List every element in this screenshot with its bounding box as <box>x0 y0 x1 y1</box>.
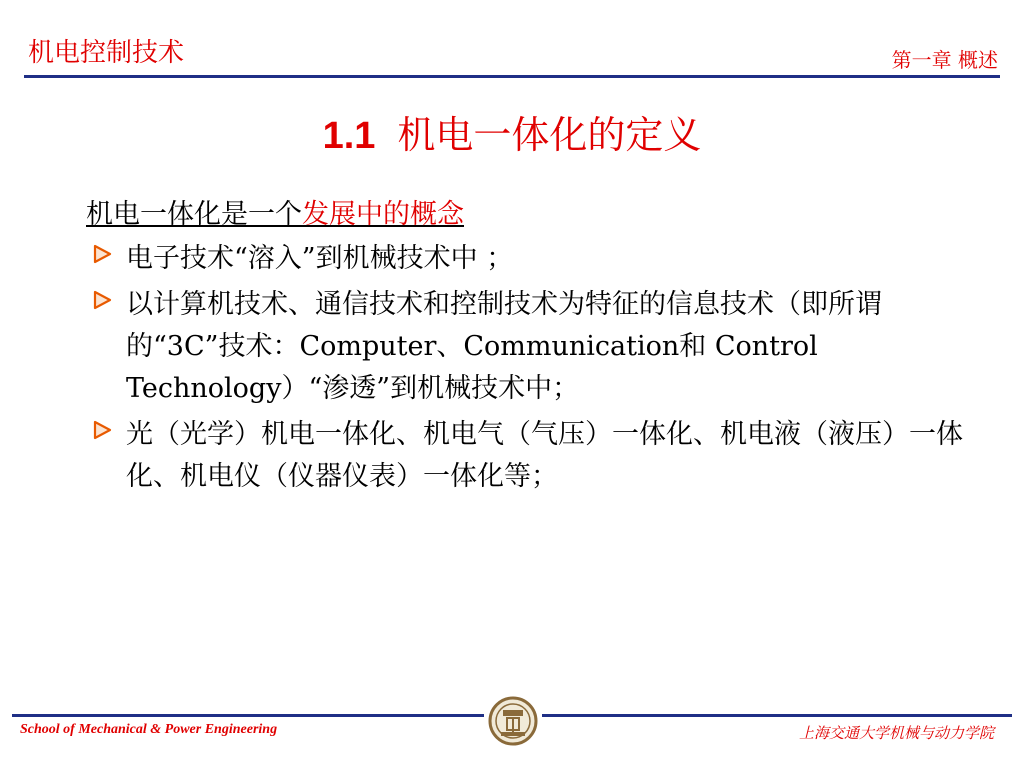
bullet-item <box>86 414 996 498</box>
bullet-arrow-icon <box>92 414 114 456</box>
bullet-text: 电子技术“溶入”到机械技术中 ； <box>126 243 514 274</box>
footer-school-name: School of Mechanical & Power Engineering <box>20 722 278 737</box>
course-title: 机电控制技术 <box>28 38 185 68</box>
lead-plain-text: 机电一体化是一个 <box>86 199 302 230</box>
slide-title-number: 1.1 <box>322 115 376 157</box>
bullet-text: 光（光学）机电一体化、机电气（气压）一体化、机电液（液压）一体化、机电仪（仪器仪表）一体化等； <box>126 419 963 492</box>
slide-body <box>86 194 996 502</box>
bullet-text: 以计算机技术、通信技术和控制技术为特征的信息技术（即所谓的“3C”技术：Computer、Communication和 Control Technology）“渗透”到机械技术中； <box>126 289 882 404</box>
slide-title <box>0 104 1024 159</box>
bullet-item <box>86 284 996 410</box>
header-divider <box>24 75 1000 78</box>
lead-highlight-text: 发展中的概念 <box>302 199 464 230</box>
lead-sentence <box>86 194 996 236</box>
bullet-list <box>86 238 996 498</box>
university-seal-icon <box>484 694 542 748</box>
bullet-arrow-icon <box>92 238 114 280</box>
bullet-item <box>86 238 996 280</box>
slide-title-text: 机电一体化的定义 <box>397 113 702 157</box>
chapter-label: 第一章 概述 <box>891 48 998 72</box>
footer-university-name: 上海交通大学机械与动力学院 <box>798 724 994 742</box>
bullet-arrow-icon <box>92 284 114 326</box>
